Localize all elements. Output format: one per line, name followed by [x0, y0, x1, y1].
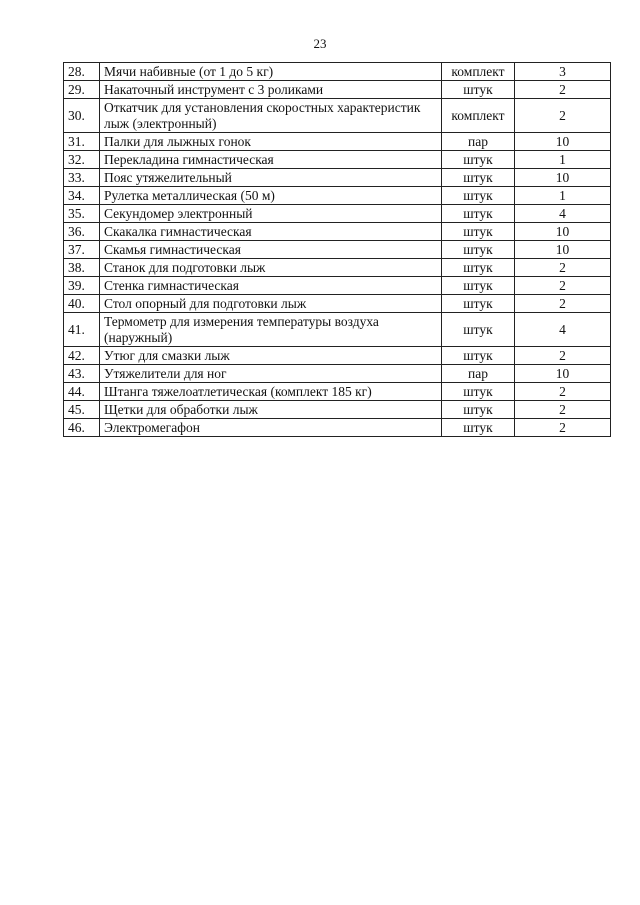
row-number: 33. [64, 169, 100, 187]
item-unit: штук [442, 383, 515, 401]
item-name: Рулетка металлическая (50 м) [100, 187, 442, 205]
table-row [64, 295, 611, 313]
row-number: 38. [64, 259, 100, 277]
item-name: Утяжелители для ног [100, 365, 442, 383]
table-row [64, 169, 611, 187]
item-unit: штук [442, 223, 515, 241]
row-number: 46. [64, 419, 100, 437]
item-unit: штук [442, 347, 515, 365]
item-quantity: 3 [515, 63, 611, 81]
item-quantity: 2 [515, 401, 611, 419]
row-number: 30. [64, 99, 100, 133]
row-number: 32. [64, 151, 100, 169]
row-number: 41. [64, 313, 100, 347]
item-unit: пар [442, 133, 515, 151]
table-row [64, 313, 611, 347]
table-row [64, 241, 611, 259]
equipment-table-body [64, 63, 611, 437]
item-name: Скакалка гимнастическая [100, 223, 442, 241]
table-row [64, 347, 611, 365]
item-quantity: 10 [515, 241, 611, 259]
item-unit: комплект [442, 63, 515, 81]
item-quantity: 2 [515, 277, 611, 295]
item-unit: штук [442, 295, 515, 313]
item-name: Пояс утяжелительный [100, 169, 442, 187]
table-row [64, 151, 611, 169]
item-name: Утюг для смазки лыж [100, 347, 442, 365]
item-unit: штук [442, 401, 515, 419]
table-row [64, 63, 611, 81]
table-row [64, 365, 611, 383]
table-row [64, 259, 611, 277]
row-number: 40. [64, 295, 100, 313]
item-quantity: 4 [515, 205, 611, 223]
row-number: 28. [64, 63, 100, 81]
item-quantity: 2 [515, 295, 611, 313]
item-name: Стенка гимнастическая [100, 277, 442, 295]
row-number: 39. [64, 277, 100, 295]
item-unit: штук [442, 259, 515, 277]
item-name: Электромегафон [100, 419, 442, 437]
item-quantity: 2 [515, 81, 611, 99]
item-name: Палки для лыжных гонок [100, 133, 442, 151]
item-unit: штук [442, 313, 515, 347]
item-unit: штук [442, 277, 515, 295]
row-number: 44. [64, 383, 100, 401]
row-number: 29. [64, 81, 100, 99]
item-name: Термометр для измерения температуры воздуха (наружный) [100, 313, 442, 347]
item-unit: комплект [442, 99, 515, 133]
item-quantity: 10 [515, 169, 611, 187]
table-row [64, 277, 611, 295]
item-name: Скамья гимнастическая [100, 241, 442, 259]
item-unit: штук [442, 81, 515, 99]
row-number: 43. [64, 365, 100, 383]
row-number: 37. [64, 241, 100, 259]
item-name: Штанга тяжелоатлетическая (комплект 185 кг) [100, 383, 442, 401]
row-number: 45. [64, 401, 100, 419]
row-number: 34. [64, 187, 100, 205]
table-row [64, 133, 611, 151]
item-quantity: 4 [515, 313, 611, 347]
table-row [64, 205, 611, 223]
row-number: 35. [64, 205, 100, 223]
table-row [64, 81, 611, 99]
item-name: Мячи набивные (от 1 до 5 кг) [100, 63, 442, 81]
item-unit: штук [442, 419, 515, 437]
item-unit: пар [442, 365, 515, 383]
table-row [64, 187, 611, 205]
table-row [64, 223, 611, 241]
item-unit: штук [442, 169, 515, 187]
table-row [64, 99, 611, 133]
item-name: Стол опорный для подготовки лыж [100, 295, 442, 313]
item-quantity: 2 [515, 259, 611, 277]
item-quantity: 2 [515, 347, 611, 365]
item-quantity: 2 [515, 419, 611, 437]
row-number: 36. [64, 223, 100, 241]
item-quantity: 2 [515, 383, 611, 401]
row-number: 42. [64, 347, 100, 365]
item-name: Перекладина гимнастическая [100, 151, 442, 169]
item-quantity: 10 [515, 223, 611, 241]
page-number: 23 [313, 36, 327, 51]
item-quantity: 10 [515, 365, 611, 383]
item-unit: штук [442, 187, 515, 205]
item-name: Секундомер электронный [100, 205, 442, 223]
table-row [64, 383, 611, 401]
item-quantity: 1 [515, 151, 611, 169]
table-row [64, 401, 611, 419]
item-name: Откатчик для установления скоростных характеристик лыж (электронный) [100, 99, 442, 133]
item-quantity: 1 [515, 187, 611, 205]
row-number: 31. [64, 133, 100, 151]
equipment-table [63, 62, 611, 437]
item-name: Накаточный инструмент с 3 роликами [100, 81, 442, 99]
item-unit: штук [442, 205, 515, 223]
item-quantity: 2 [515, 99, 611, 133]
table-row [64, 419, 611, 437]
item-unit: штук [442, 151, 515, 169]
item-name: Щетки для обработки лыж [100, 401, 442, 419]
item-unit: штук [442, 241, 515, 259]
item-name: Станок для подготовки лыж [100, 259, 442, 277]
item-quantity: 10 [515, 133, 611, 151]
